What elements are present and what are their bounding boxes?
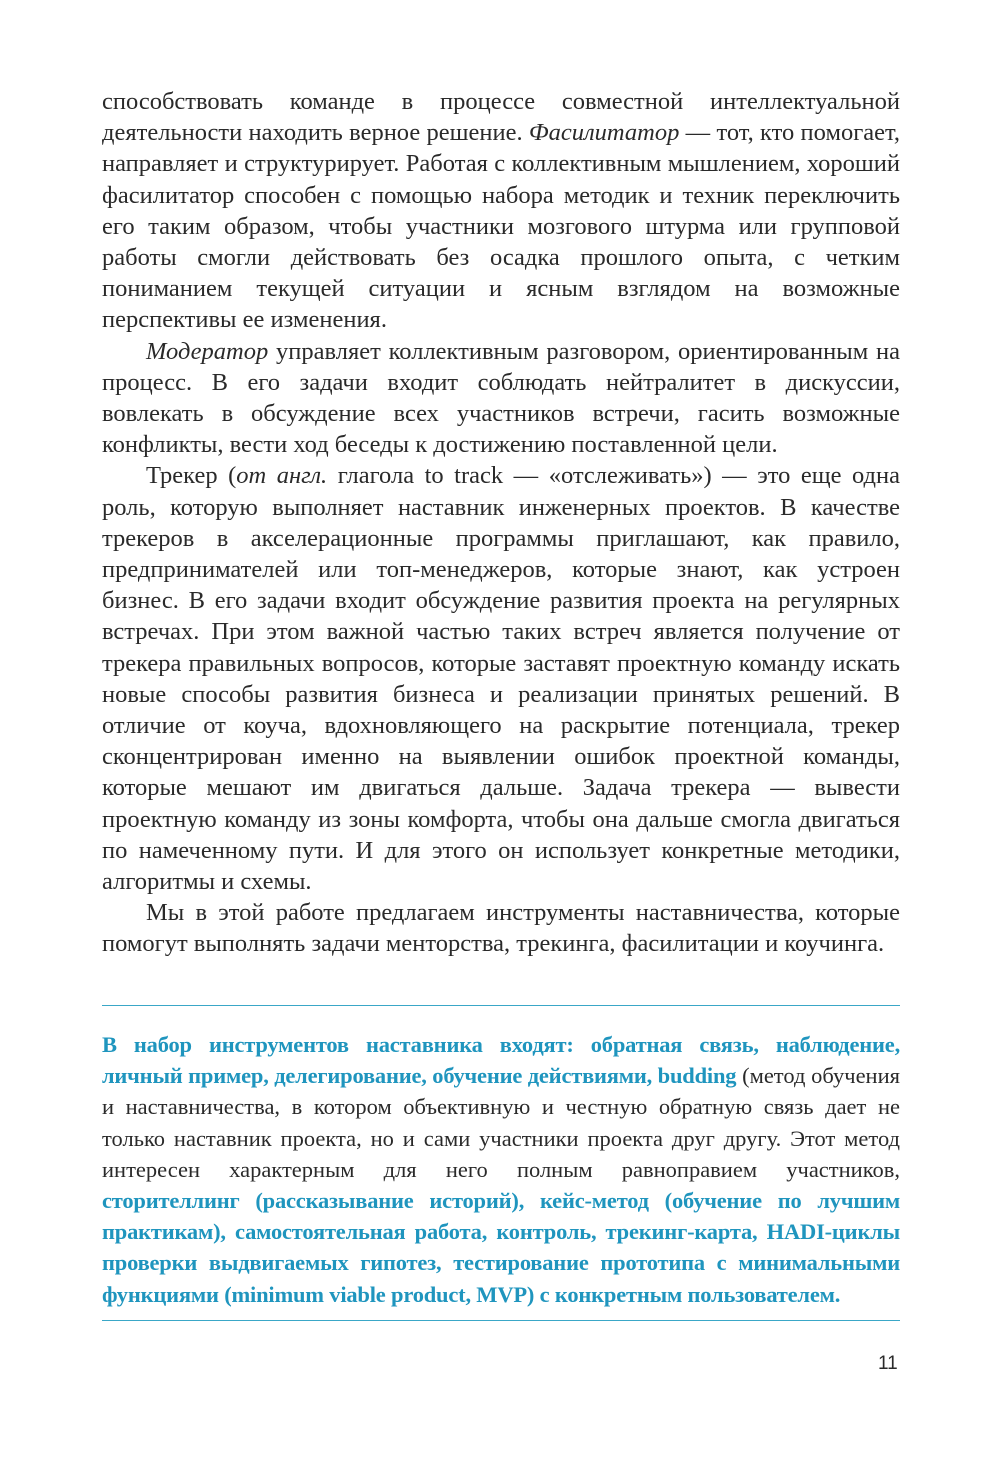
paragraph-tracker	[102, 460, 900, 897]
term-facilitator: Фасилитатор	[528, 119, 680, 147]
callout-plain-text: (метод обучения и наставничества, в котором объективную и честную обратную связь дает не только наставник проекта, но и сами участники проекта друг другу. Этот метод интересен характерным для него полным равноправием участников,	[102, 1063, 900, 1182]
callout-highlight: В набор инструментов наставника входят: обратная связь, наблюдение, личный пример, делегирование, обучение действиями, budding	[102, 1032, 900, 1089]
callout-top-rule	[102, 1005, 900, 1006]
paragraph-text: — тот, кто помогает, направляет и структурирует. Работая с коллективным мышлением, хороший фасилитатор способен с помощью набора методик и техник переключить его таким образом, чтобы участники мозгового штурма или групповой работы смогли действовать без осадка прошлого опыта, с четким пониманием текущей ситуации и ясным взглядом на возможные перспективы ее изменения.	[102, 119, 900, 334]
paragraph-facilitator	[102, 86, 900, 336]
paragraph-text: Трекер (	[146, 462, 237, 490]
paragraph-text: способствовать команде в процессе совместной интеллектуальной деятельности находить верное решение.	[102, 88, 900, 147]
term-moderator: Модератор	[146, 337, 269, 365]
main-text	[102, 86, 900, 960]
page-number: 11	[878, 1353, 898, 1374]
paragraph-moderator	[102, 336, 900, 461]
paragraph-text: глагола to track — «отслеживать») — это еще одна роль, которую выполняет наставник инженерных проектов. В качестве трекеров в акселерационные программы приглашают, как правило, предпринимателей или топ-менеджеров, которые знают, как устроен бизнес. В его задачи входит обсуждение развития проекта на регулярных встречах. При этом важной частью таких встреч является получение от трекера правильных вопросов, которые заставят проектную команду искать новые способы развития бизнеса и реализации принятых решений. В отличие от коуча, вдохновляющего на раскрытие потенциала, трекер сконцентрирован именно на выявлении ошибок проектной команды, которые мешают им двигаться дальше. Задача трекера — вывести проектную команду из зоны комфорта, чтобы она дальше смогла двигаться по намеченному пути. И для этого он использует конкретные методики, алгоритмы и схемы.	[102, 462, 901, 896]
paragraph-text: Мы в этой работе предлагаем инструменты наставничества, которые помогут выполнять задачи менторства, трекинга, фасилитации и коучинга.	[102, 899, 900, 958]
paragraph-text: управляет коллективным разговором, ориентированным на процесс. В его задачи входит соблюдать нейтралитет в дискуссии, вовлекать в обсуждение всех участников встречи, гасить возможные конфликты, вести ход беседы к достижению поставленной цели.	[102, 337, 900, 459]
tools-callout-box	[102, 1005, 900, 1321]
callout-highlight: сторителлинг (рассказывание историй), кейс-метод (обучение по лучшим практикам), самостоятельная работа, контроль, трекинг-карта, HADI-циклы проверки выдвигаемых гипотез, тестирование прототипа с минимальными функциями (minimum viable product, MVP) с конкретным пользователем.	[102, 1188, 900, 1307]
term-from-english: от англ.	[236, 462, 328, 490]
callout-text	[102, 1029, 900, 1310]
callout-bottom-rule	[102, 1320, 900, 1321]
paragraph-summary	[102, 897, 900, 959]
